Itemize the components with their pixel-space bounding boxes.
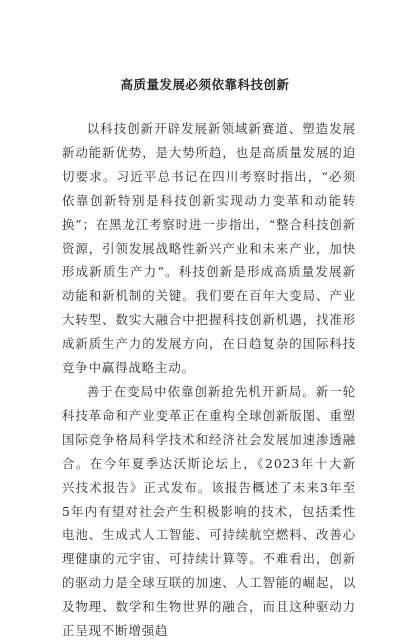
document-body <box>62 117 356 643</box>
document-title: 高质量发展必须依靠科技创新 <box>120 77 290 92</box>
paragraph: 以科技创新开辟发展新领域新赛道、塑造发展新动能新优势，是大势所趋，也是高质量发展的迫切要求。习近平总书记在四川考察时指出，“必须依靠创新特别是科技创新实现动力变革和动能转换”；在黑龙江考察时进一步指出，“整合科技创新资源，引领发展战略性新兴产业和未来产业，加快形成新质生产力”。科技创新是形成高质量发展新动能和新机制的关键。我们要在百年大变局、产业大转型、数实大融合中把握科技创新机遇，找准形成新质生产力的发展方向，在日趋复杂的国际科技竞争中赢得战略主动。 <box>62 121 356 376</box>
paragraph: 善于在变局中依靠创新抢先机开新局。新一轮科技革命和产业变革正在重构全球创新版图、重塑国际竞争格局科学技术和经济社会发展加速渗透融合。在今年夏季达沃斯论坛上，《2023年十大新兴技术报告》正式发布。该报告概述了未来3年至5年内有望对社会产生积极影响的技术，包括柔性电池、生成式人工智能、可持续航空燃料、改善心理健康的元宇宙、可持续计算等。不难看出，创新的驱动力是全球互联的加速、人工智能的崛起，以及物理、数学和生物世界的融合，而且这种驱动力正呈现不断增强趋 <box>62 383 356 639</box>
